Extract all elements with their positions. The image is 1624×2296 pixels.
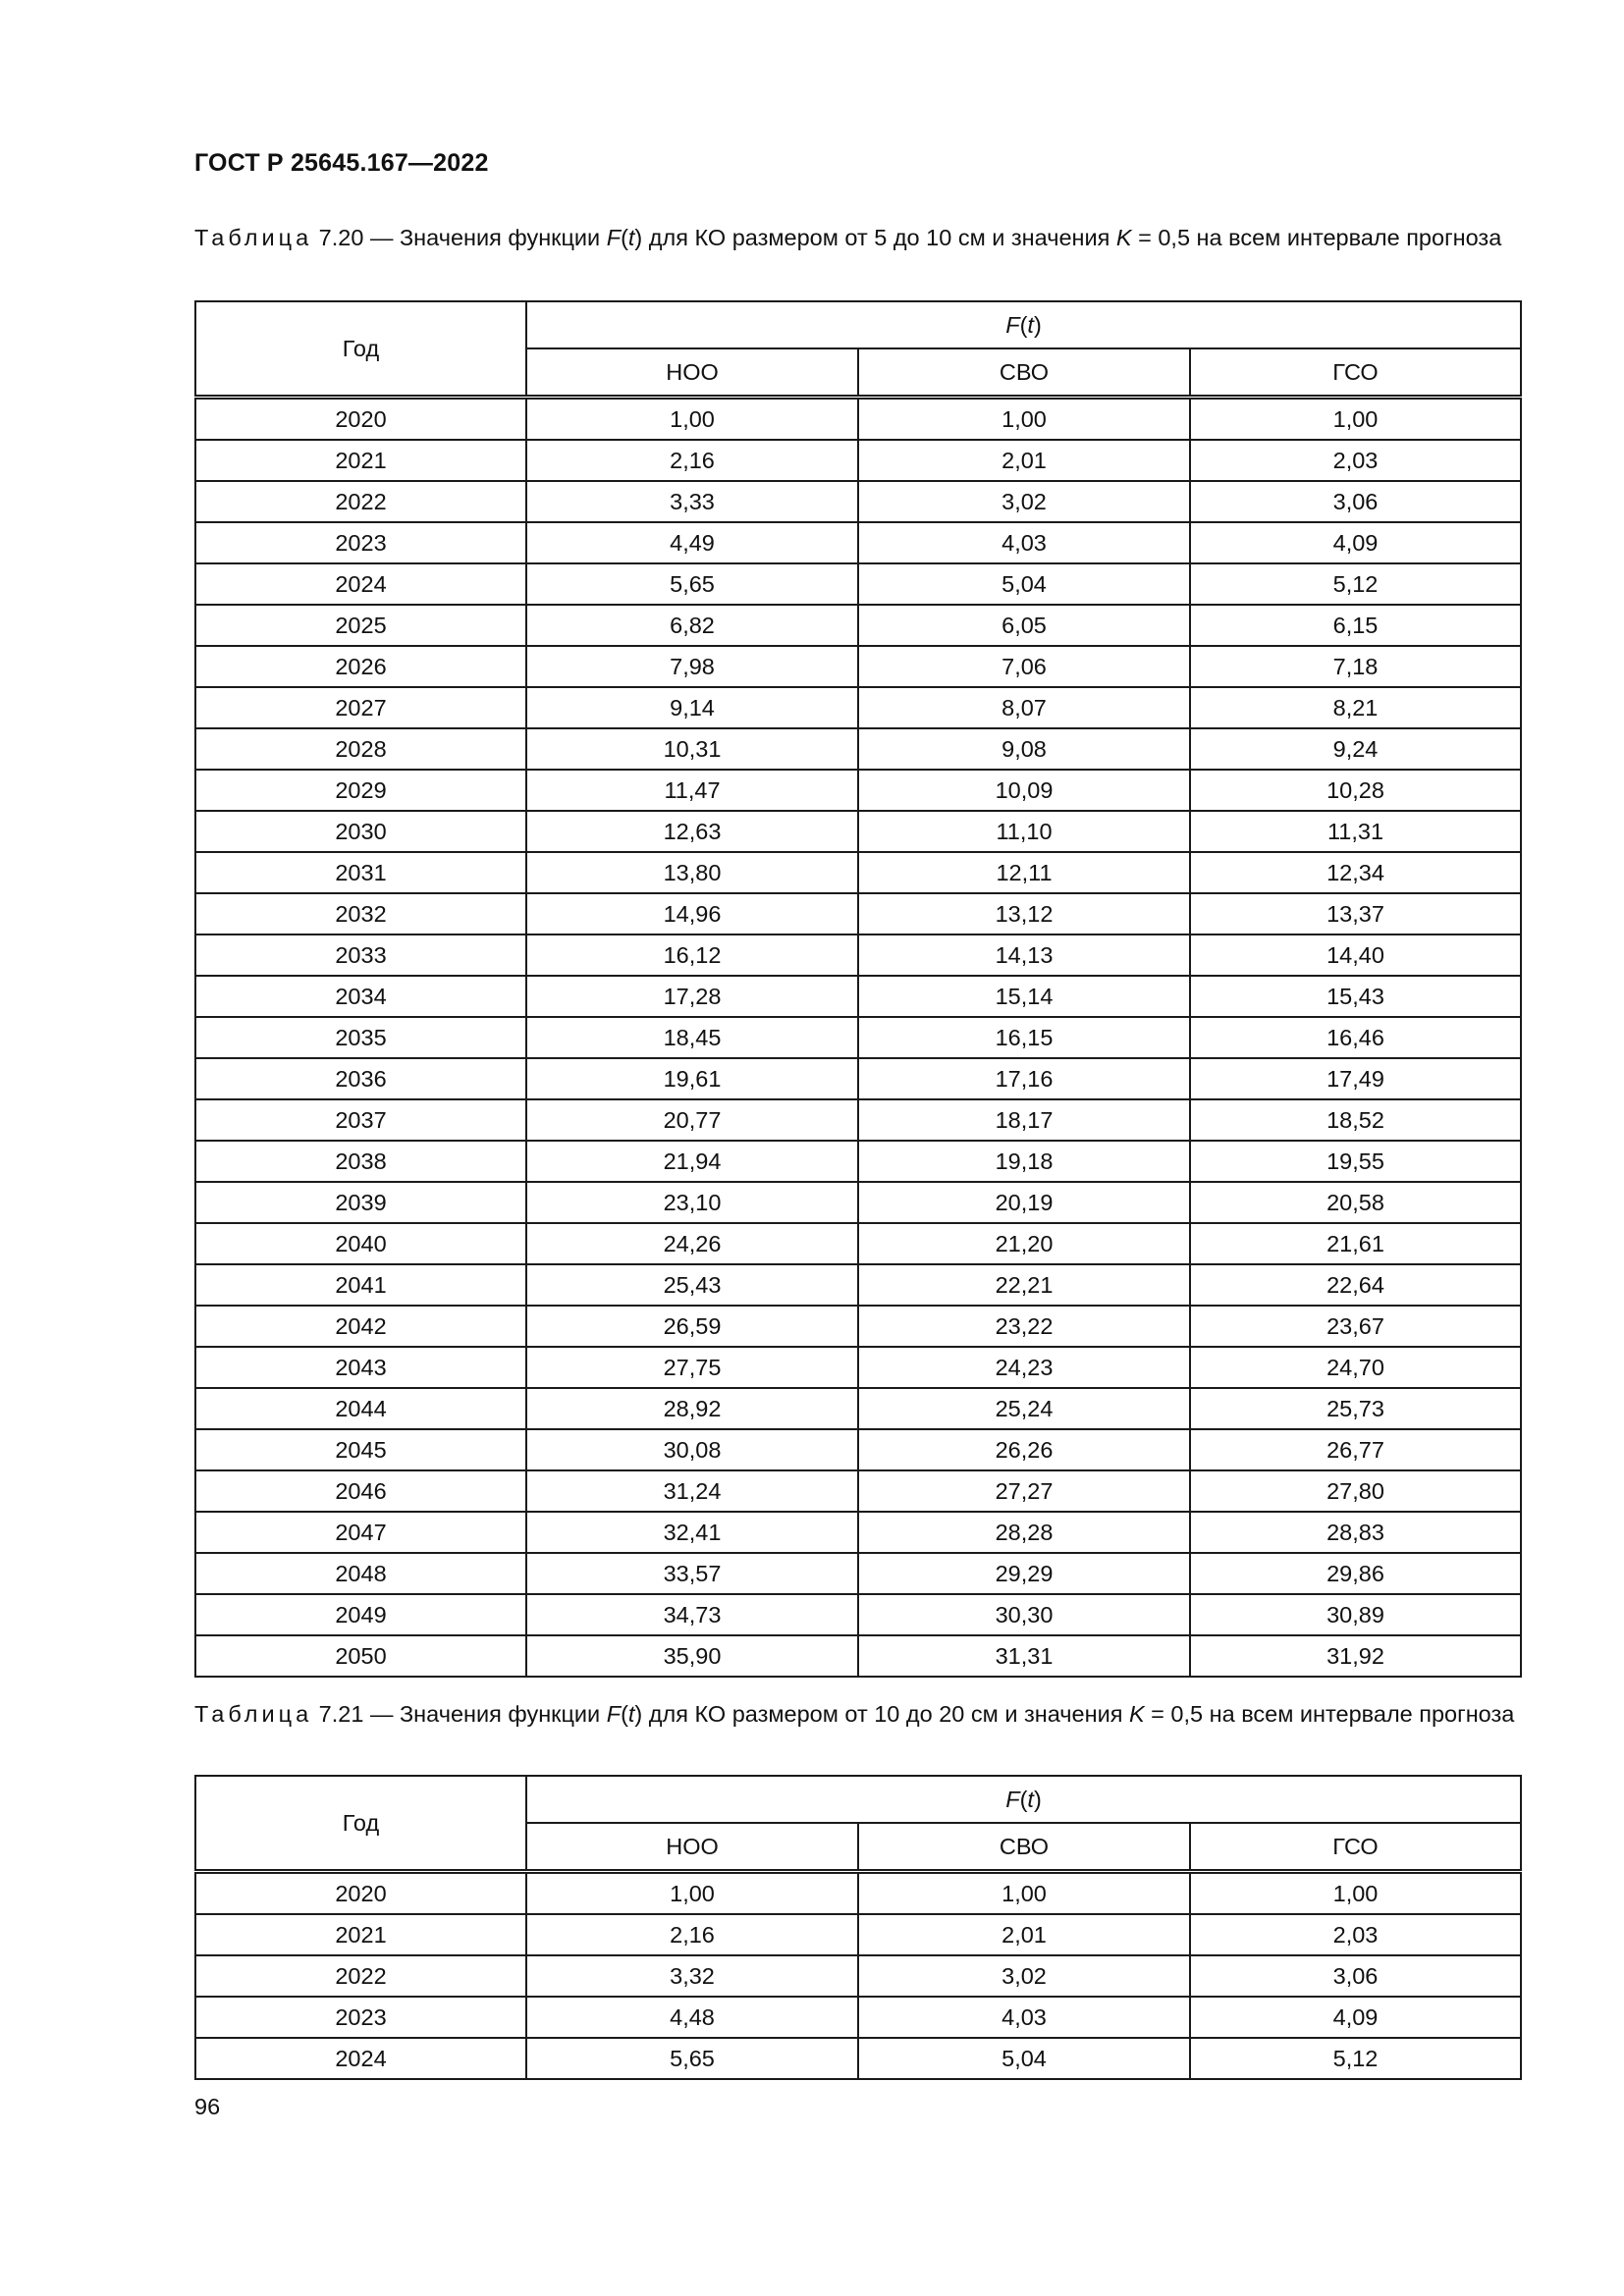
cell-svo: 6,05 xyxy=(858,605,1190,646)
cell-year: 2025 xyxy=(195,605,526,646)
table-row xyxy=(195,1955,1521,1997)
cell-svo: 19,18 xyxy=(858,1141,1190,1182)
table-row xyxy=(195,1141,1521,1182)
cell-noo: 6,82 xyxy=(526,605,858,646)
cell-gso: 3,06 xyxy=(1190,481,1521,522)
cell-noo: 21,94 xyxy=(526,1141,858,1182)
cell-svo: 11,10 xyxy=(858,811,1190,852)
cell-svo: 24,23 xyxy=(858,1347,1190,1388)
cell-svo: 1,00 xyxy=(858,1872,1190,1915)
cell-noo: 3,32 xyxy=(526,1955,858,1997)
cell-noo: 1,00 xyxy=(526,398,858,441)
cell-svo: 15,14 xyxy=(858,976,1190,1017)
caption-label: Таблица xyxy=(194,225,313,250)
cell-gso: 12,34 xyxy=(1190,852,1521,893)
cell-year: 2033 xyxy=(195,934,526,976)
cell-noo: 32,41 xyxy=(526,1512,858,1553)
cell-svo: 4,03 xyxy=(858,522,1190,563)
cell-gso: 4,09 xyxy=(1190,1997,1521,2038)
cell-svo: 9,08 xyxy=(858,728,1190,770)
cell-gso: 19,55 xyxy=(1190,1141,1521,1182)
cell-svo: 22,21 xyxy=(858,1264,1190,1306)
function-symbol: F xyxy=(606,1701,622,1727)
table-row xyxy=(195,1594,1521,1635)
cell-year: 2022 xyxy=(195,481,526,522)
table-row xyxy=(195,1223,1521,1264)
cell-svo: 8,07 xyxy=(858,687,1190,728)
cell-svo: 3,02 xyxy=(858,1955,1190,1997)
cell-gso: 21,61 xyxy=(1190,1223,1521,1264)
table-row xyxy=(195,893,1521,934)
cell-svo: 31,31 xyxy=(858,1635,1190,1677)
cell-svo: 30,30 xyxy=(858,1594,1190,1635)
cell-gso: 22,64 xyxy=(1190,1264,1521,1306)
cell-year: 2027 xyxy=(195,687,526,728)
cell-year: 2047 xyxy=(195,1512,526,1553)
cell-year: 2024 xyxy=(195,2038,526,2079)
cell-noo: 1,00 xyxy=(526,1872,858,1915)
cell-gso: 15,43 xyxy=(1190,976,1521,1017)
cell-noo: 28,92 xyxy=(526,1388,858,1429)
table-row xyxy=(195,1553,1521,1594)
table-row xyxy=(195,1388,1521,1429)
cell-gso: 2,03 xyxy=(1190,440,1521,481)
cell-year: 2037 xyxy=(195,1099,526,1141)
cell-gso: 20,58 xyxy=(1190,1182,1521,1223)
cell-noo: 2,16 xyxy=(526,1914,858,1955)
cell-year: 2038 xyxy=(195,1141,526,1182)
caption-prefix: 7.20 — Значения функции xyxy=(312,225,607,250)
cell-svo: 21,20 xyxy=(858,1223,1190,1264)
cell-year: 2021 xyxy=(195,1914,526,1955)
cell-gso: 5,12 xyxy=(1190,563,1521,605)
cell-svo: 29,29 xyxy=(858,1553,1190,1594)
column-header-noo: НОО xyxy=(526,348,858,398)
cell-noo: 2,16 xyxy=(526,440,858,481)
cell-year: 2029 xyxy=(195,770,526,811)
column-header-noo: НОО xyxy=(526,1823,858,1872)
cell-year: 2044 xyxy=(195,1388,526,1429)
data-table-7-20 xyxy=(194,300,1522,1678)
cell-svo: 23,22 xyxy=(858,1306,1190,1347)
cell-year: 2041 xyxy=(195,1264,526,1306)
table-row xyxy=(195,770,1521,811)
cell-noo: 9,14 xyxy=(526,687,858,728)
cell-year: 2028 xyxy=(195,728,526,770)
cell-svo: 10,09 xyxy=(858,770,1190,811)
cell-svo: 14,13 xyxy=(858,934,1190,976)
cell-gso: 2,03 xyxy=(1190,1914,1521,1955)
cell-noo: 24,26 xyxy=(526,1223,858,1264)
argument-symbol: t xyxy=(627,225,635,250)
cell-gso: 1,00 xyxy=(1190,398,1521,441)
cell-noo: 4,48 xyxy=(526,1997,858,2038)
cell-year: 2034 xyxy=(195,976,526,1017)
table-row xyxy=(195,1470,1521,1512)
cell-noo: 34,73 xyxy=(526,1594,858,1635)
table-row xyxy=(195,852,1521,893)
cell-year: 2035 xyxy=(195,1017,526,1058)
column-header-ft: F(t) xyxy=(526,301,1521,348)
column-header-svo: СВО xyxy=(858,1823,1190,1872)
table-row xyxy=(195,1429,1521,1470)
cell-noo: 35,90 xyxy=(526,1635,858,1677)
table-row xyxy=(195,934,1521,976)
cell-noo: 11,47 xyxy=(526,770,858,811)
cell-gso: 23,67 xyxy=(1190,1306,1521,1347)
table-row xyxy=(195,1635,1521,1677)
cell-svo: 17,16 xyxy=(858,1058,1190,1099)
cell-gso: 6,15 xyxy=(1190,605,1521,646)
cell-noo: 31,24 xyxy=(526,1470,858,1512)
cell-gso: 9,24 xyxy=(1190,728,1521,770)
cell-noo: 25,43 xyxy=(526,1264,858,1306)
cell-svo: 27,27 xyxy=(858,1470,1190,1512)
column-header-year: Год xyxy=(195,301,526,398)
cell-svo: 1,00 xyxy=(858,398,1190,441)
cell-noo: 10,31 xyxy=(526,728,858,770)
cell-gso: 24,70 xyxy=(1190,1347,1521,1388)
cell-svo: 12,11 xyxy=(858,852,1190,893)
caption-label: Таблица xyxy=(194,1701,313,1727)
cell-gso: 13,37 xyxy=(1190,893,1521,934)
table-row xyxy=(195,1182,1521,1223)
cell-svo: 2,01 xyxy=(858,1914,1190,1955)
column-header-gso: ГСО xyxy=(1190,348,1521,398)
cell-svo: 25,24 xyxy=(858,1388,1190,1429)
cell-year: 2032 xyxy=(195,893,526,934)
cell-svo: 7,06 xyxy=(858,646,1190,687)
cell-year: 2020 xyxy=(195,1872,526,1915)
coefficient-symbol: K xyxy=(1115,225,1132,250)
table-row xyxy=(195,646,1521,687)
data-table-7-21 xyxy=(194,1775,1522,2080)
cell-year: 2048 xyxy=(195,1553,526,1594)
column-header-svo: СВО xyxy=(858,348,1190,398)
cell-year: 2023 xyxy=(195,522,526,563)
caption-prefix: 7.21 — Значения функции xyxy=(312,1701,607,1727)
cell-year: 2039 xyxy=(195,1182,526,1223)
cell-gso: 4,09 xyxy=(1190,522,1521,563)
cell-gso: 1,00 xyxy=(1190,1872,1521,1915)
cell-gso: 30,89 xyxy=(1190,1594,1521,1635)
table-row xyxy=(195,811,1521,852)
caption-middle: для КО размером от 10 до 20 см и значения xyxy=(642,1701,1129,1727)
cell-noo: 30,08 xyxy=(526,1429,858,1470)
caption-middle: для КО размером от 5 до 10 см и значения xyxy=(642,225,1116,250)
cell-svo: 20,19 xyxy=(858,1182,1190,1223)
table-row xyxy=(195,1264,1521,1306)
cell-noo: 27,75 xyxy=(526,1347,858,1388)
cell-gso: 16,46 xyxy=(1190,1017,1521,1058)
cell-svo: 16,15 xyxy=(858,1017,1190,1058)
cell-noo: 19,61 xyxy=(526,1058,858,1099)
table-row xyxy=(195,563,1521,605)
cell-gso: 26,77 xyxy=(1190,1429,1521,1470)
cell-noo: 5,65 xyxy=(526,563,858,605)
cell-gso: 3,06 xyxy=(1190,1955,1521,1997)
cell-gso: 5,12 xyxy=(1190,2038,1521,2079)
table-row xyxy=(195,1099,1521,1141)
cell-gso: 8,21 xyxy=(1190,687,1521,728)
column-header-gso: ГСО xyxy=(1190,1823,1521,1872)
table-row xyxy=(195,1306,1521,1347)
table-row xyxy=(195,1058,1521,1099)
cell-svo: 2,01 xyxy=(858,440,1190,481)
table-row xyxy=(195,440,1521,481)
cell-noo: 13,80 xyxy=(526,852,858,893)
cell-year: 2046 xyxy=(195,1470,526,1512)
table-row xyxy=(195,522,1521,563)
cell-svo: 3,02 xyxy=(858,481,1190,522)
cell-year: 2024 xyxy=(195,563,526,605)
cell-noo: 33,57 xyxy=(526,1553,858,1594)
cell-year: 2045 xyxy=(195,1429,526,1470)
cell-noo: 20,77 xyxy=(526,1099,858,1141)
coefficient-symbol: K xyxy=(1128,1701,1145,1727)
table-row xyxy=(195,2038,1521,2079)
column-header-ft: F(t) xyxy=(526,1776,1521,1823)
cell-noo: 3,33 xyxy=(526,481,858,522)
cell-year: 2040 xyxy=(195,1223,526,1264)
column-header-year: Год xyxy=(195,1776,526,1872)
cell-year: 2030 xyxy=(195,811,526,852)
argument-symbol: t xyxy=(627,1701,635,1727)
table-caption-7-21: Таблица 7.21 — Значения функции F(t) для КО размером от 10 до 20 см и значения K = 0,5 на всем интервале прогноза xyxy=(194,1701,1515,1727)
cell-gso: 10,28 xyxy=(1190,770,1521,811)
table-row xyxy=(195,1997,1521,2038)
cell-noo: 4,49 xyxy=(526,522,858,563)
cell-svo: 5,04 xyxy=(858,2038,1190,2079)
cell-gso: 17,49 xyxy=(1190,1058,1521,1099)
cell-year: 2042 xyxy=(195,1306,526,1347)
cell-noo: 17,28 xyxy=(526,976,858,1017)
cell-year: 2022 xyxy=(195,1955,526,1997)
cell-svo: 4,03 xyxy=(858,1997,1190,2038)
cell-year: 2050 xyxy=(195,1635,526,1677)
cell-gso: 31,92 xyxy=(1190,1635,1521,1677)
table-row xyxy=(195,687,1521,728)
caption-suffix: = 0,5 на всем интервале прогноза xyxy=(1131,225,1502,250)
table-row xyxy=(195,1872,1521,1915)
document-header: ГОСТ Р 25645.167—2022 xyxy=(194,149,489,177)
cell-svo: 5,04 xyxy=(858,563,1190,605)
cell-gso: 11,31 xyxy=(1190,811,1521,852)
cell-year: 2021 xyxy=(195,440,526,481)
page-number: 96 xyxy=(194,2094,221,2119)
cell-svo: 13,12 xyxy=(858,893,1190,934)
table-row xyxy=(195,1017,1521,1058)
cell-noo: 16,12 xyxy=(526,934,858,976)
table-row xyxy=(195,605,1521,646)
cell-gso: 14,40 xyxy=(1190,934,1521,976)
table-row xyxy=(195,976,1521,1017)
cell-svo: 28,28 xyxy=(858,1512,1190,1553)
cell-year: 2023 xyxy=(195,1997,526,2038)
cell-year: 2026 xyxy=(195,646,526,687)
table-row xyxy=(195,398,1521,441)
table-caption-7-20: Таблица 7.20 — Значения функции F(t) для КО размером от 5 до 10 см и значения K = 0,5 на всем интервале прогноза xyxy=(194,225,1502,250)
table-row xyxy=(195,1512,1521,1553)
cell-year: 2049 xyxy=(195,1594,526,1635)
cell-year: 2020 xyxy=(195,398,526,441)
cell-gso: 25,73 xyxy=(1190,1388,1521,1429)
cell-noo: 23,10 xyxy=(526,1182,858,1223)
cell-gso: 28,83 xyxy=(1190,1512,1521,1553)
cell-year: 2031 xyxy=(195,852,526,893)
cell-year: 2043 xyxy=(195,1347,526,1388)
cell-noo: 14,96 xyxy=(526,893,858,934)
cell-svo: 26,26 xyxy=(858,1429,1190,1470)
table-row xyxy=(195,1347,1521,1388)
cell-noo: 26,59 xyxy=(526,1306,858,1347)
cell-svo: 18,17 xyxy=(858,1099,1190,1141)
cell-gso: 29,86 xyxy=(1190,1553,1521,1594)
table-row xyxy=(195,1914,1521,1955)
cell-gso: 7,18 xyxy=(1190,646,1521,687)
cell-gso: 18,52 xyxy=(1190,1099,1521,1141)
cell-gso: 27,80 xyxy=(1190,1470,1521,1512)
cell-noo: 7,98 xyxy=(526,646,858,687)
caption-suffix: = 0,5 на всем интервале прогноза xyxy=(1144,1701,1515,1727)
cell-noo: 12,63 xyxy=(526,811,858,852)
table-row xyxy=(195,481,1521,522)
function-symbol: F xyxy=(606,225,622,250)
cell-noo: 18,45 xyxy=(526,1017,858,1058)
cell-noo: 5,65 xyxy=(526,2038,858,2079)
cell-year: 2036 xyxy=(195,1058,526,1099)
table-row xyxy=(195,728,1521,770)
